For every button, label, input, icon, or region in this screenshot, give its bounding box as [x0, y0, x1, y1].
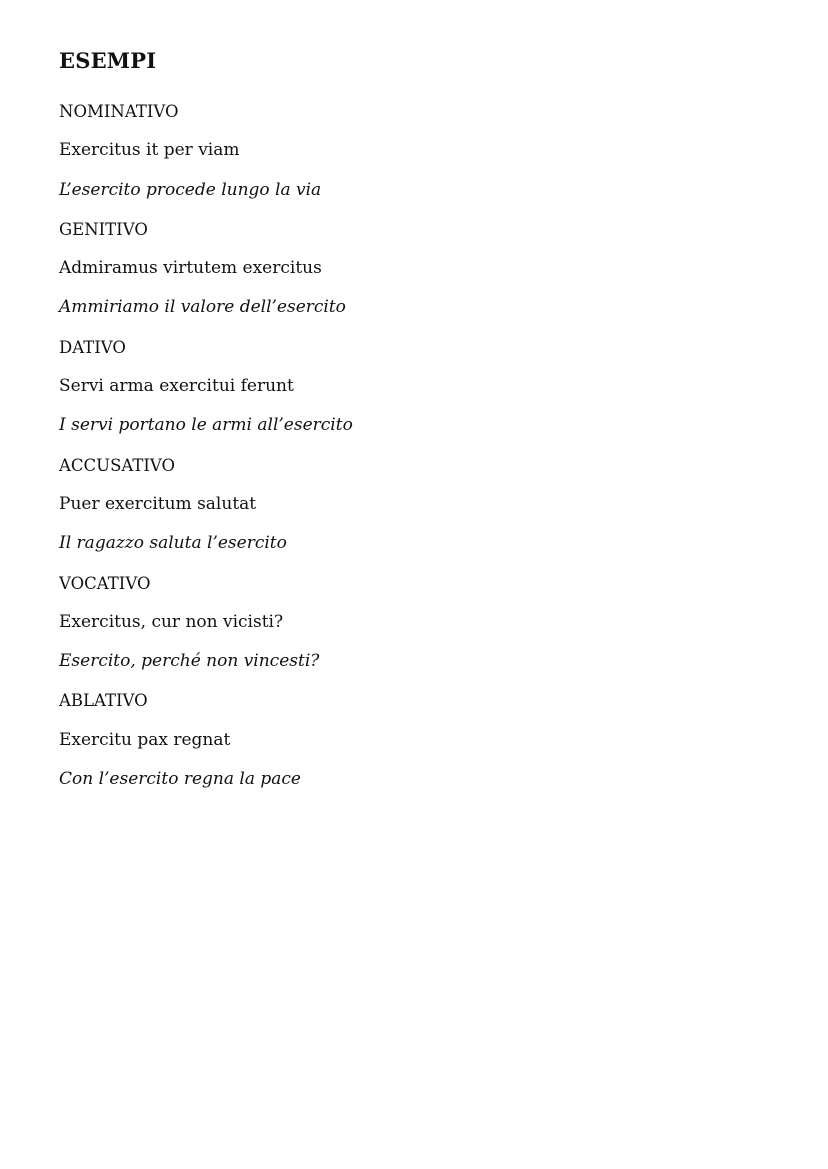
italian-translation: L’esercito procede lungo la via: [59, 179, 322, 200]
page-title: ESEMPI: [59, 48, 157, 73]
latin-sentence: Exercitus it per viam: [59, 140, 240, 161]
italian-translation: Ammiriamo il valore dell’esercito: [59, 297, 346, 318]
italian-translation: Esercito, perché non vincesti?: [59, 651, 320, 672]
latin-sentence: Servi arma exercitui ferunt: [59, 376, 294, 397]
latin-sentence: Exercitu pax regnat: [59, 729, 231, 750]
case-name: ACCUSATIVO: [59, 455, 176, 475]
latin-sentence: Puer exercitum salutat: [59, 493, 257, 514]
example-genitivo: [59, 218, 779, 320]
example-accusativo: [59, 454, 779, 556]
italian-translation: Con l’esercito regna la pace: [59, 769, 301, 790]
example-nominativo: [59, 100, 779, 202]
latin-sentence: Admiramus virtutem exercitus: [59, 258, 322, 279]
case-name: VOCATIVO: [59, 573, 151, 593]
example-vocativo: [59, 572, 779, 674]
document-page: [59, 46, 779, 807]
case-name: GENITIVO: [59, 219, 148, 239]
case-name: NOMINATIVO: [59, 102, 179, 121]
example-ablativo: [59, 689, 779, 791]
case-name: ABLATIVO: [59, 691, 148, 711]
case-name: DATIVO: [59, 337, 126, 357]
italian-translation: Il ragazzo saluta l’esercito: [59, 533, 287, 554]
italian-translation: I servi portano le armi all’esercito: [59, 415, 353, 436]
latin-sentence: Exercitus, cur non vicisti?: [59, 611, 284, 632]
example-dativo: [59, 336, 779, 438]
